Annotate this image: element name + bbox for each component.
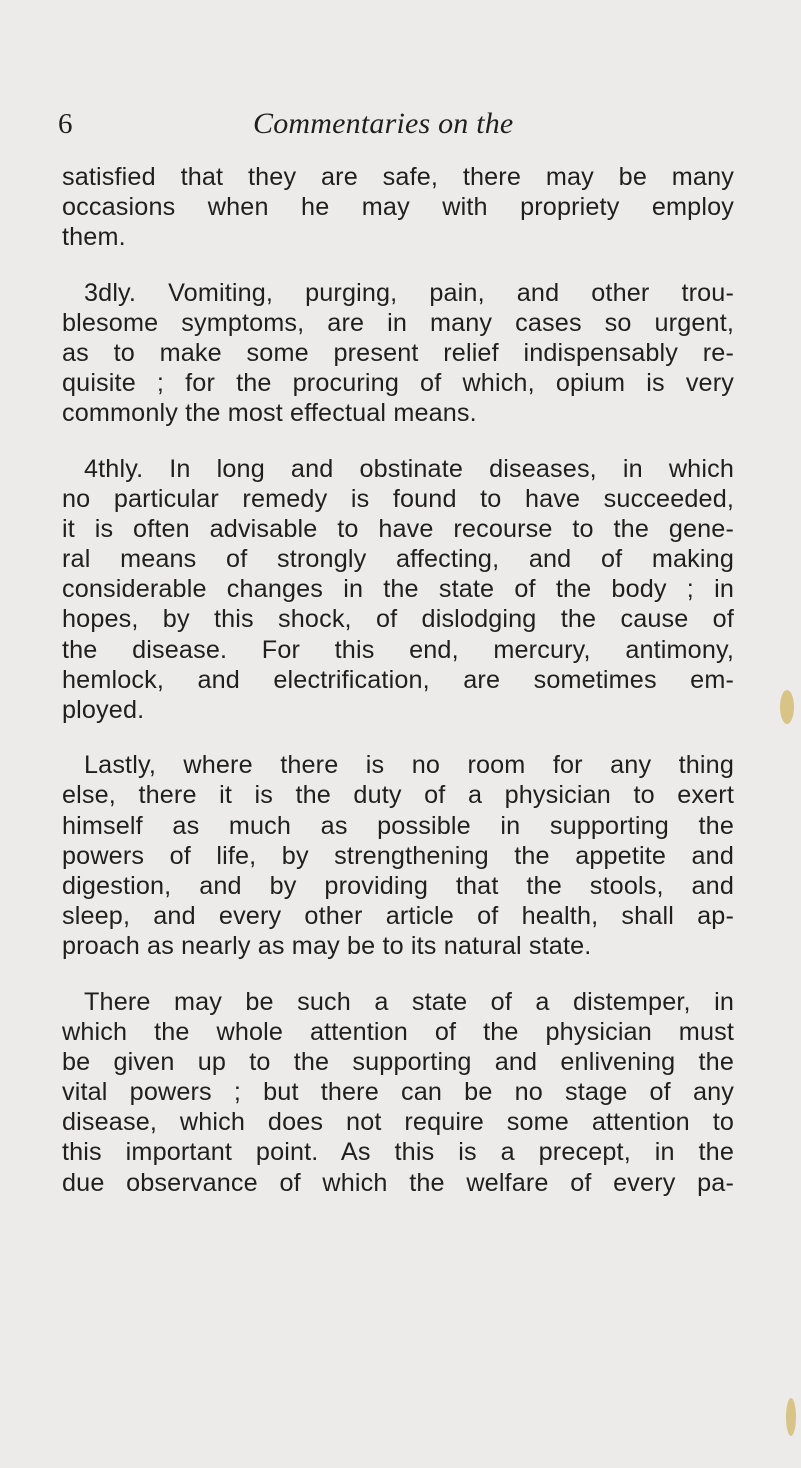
- text-line: as to make some present relief indispensably re-: [62, 338, 734, 367]
- text-line: ployed.: [62, 696, 145, 724]
- text-line: which the whole attention of the physician must: [62, 1017, 734, 1046]
- text-line: be given up to the supporting and enlivening the: [62, 1047, 734, 1076]
- text-line: proach as nearly as may be to its natural state.: [62, 932, 592, 961]
- text-line: sleep, and every other article of health, shall ap-: [62, 902, 734, 931]
- page-number: 6: [58, 108, 73, 140]
- paragraph-3: [62, 454, 734, 726]
- paragraph-1: [62, 162, 734, 253]
- text-line: ral means of strongly affecting, and of making: [62, 545, 734, 574]
- text-line: considerable changes in the state of the body ; in: [62, 575, 734, 604]
- text-line: 3dly. Vomiting, purging, pain, and other trou-: [84, 278, 734, 307]
- text-line: satisfied that they are safe, there may be many: [62, 163, 734, 191]
- text-line: hopes, by this shock, of dislodging the cause of: [62, 605, 734, 634]
- text-line: hemlock, and electrification, are sometimes em-: [62, 665, 734, 694]
- text-line: There may be such a state of a distemper, in: [84, 987, 734, 1016]
- paper-stain: [780, 690, 794, 724]
- text-line: them.: [62, 223, 126, 252]
- paragraph-2: [62, 278, 734, 429]
- text-line: himself as much as possible in supporting the: [62, 811, 734, 840]
- paragraph-4: [62, 750, 734, 961]
- text-line: digestion, and by providing that the stools, and: [62, 871, 734, 900]
- text-line: it is often advisable to have recourse to the gene-: [62, 514, 734, 543]
- text-line: Lastly, where there is no room for any thing: [84, 751, 734, 780]
- text-line: blesome symptoms, are in many cases so urgent,: [62, 308, 734, 337]
- text-line: occasions when he may with propriety employ: [62, 193, 734, 222]
- text-line: no particular remedy is found to have succeeded,: [62, 484, 734, 513]
- running-head: [58, 104, 748, 144]
- text-line: quisite ; for the procuring of which, opium is very: [62, 369, 734, 398]
- text-line: this important point. As this is a precept, in the: [62, 1138, 734, 1167]
- text-line: vital powers ; but there can be no stage of any: [62, 1078, 734, 1107]
- text-line: the disease. For this end, mercury, antimony,: [62, 635, 734, 664]
- text-line: due observance of which the welfare of every pa-: [62, 1168, 734, 1197]
- paper-stain: [786, 1398, 796, 1436]
- text-line: powers of life, by strengthening the appetite and: [62, 841, 734, 870]
- text-line: disease, which does not require some attention to: [62, 1108, 734, 1137]
- text-line: else, there it is the duty of a physician to exert: [62, 781, 734, 810]
- text-line: 4thly. In long and obstinate diseases, in which: [84, 454, 734, 483]
- paragraph-5: [62, 987, 734, 1198]
- running-title: Commentaries on the: [253, 107, 514, 140]
- body-text: [62, 162, 734, 1223]
- text-line: commonly the most effectual means.: [62, 399, 477, 428]
